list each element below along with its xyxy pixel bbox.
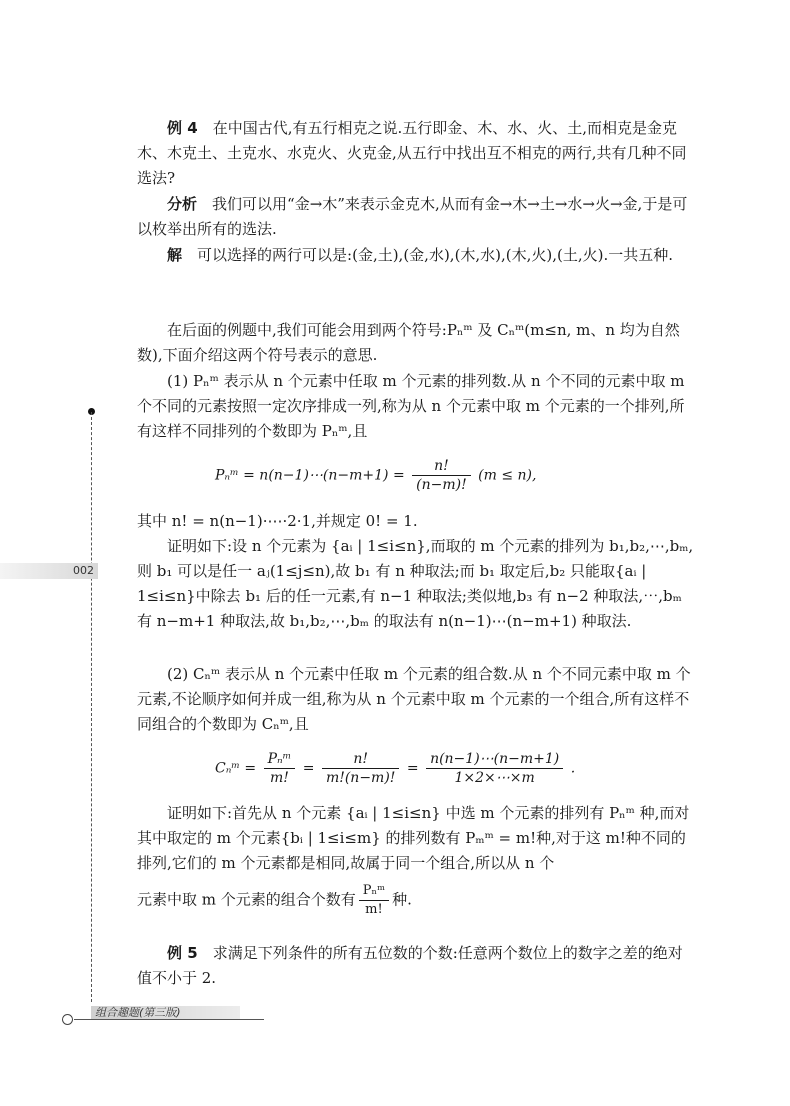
analysis-body: 我们可以用“金→木”来表示金克木,从而有金→木→土→水→火→金,于是可以枚举出所有的选法.	[137, 195, 688, 238]
c-formula-fraction-2	[322, 750, 399, 787]
c-formula-f1-den: m!	[270, 770, 289, 786]
factorial-note: 其中 n! = n(n−1)·⋯·2·1,并规定 0! = 1.	[137, 512, 418, 530]
p-formula-fraction	[412, 457, 471, 494]
solution-label: 解	[167, 246, 183, 264]
example4-paragraph	[137, 116, 697, 191]
c-formula-f1-num: Pₙᵐ	[264, 750, 296, 769]
c-proof-end-num: Pₙᵐ	[359, 882, 389, 901]
c-formula-fraction-3	[426, 750, 563, 787]
c-formula-end: .	[570, 760, 576, 777]
c-proof-end-fraction	[359, 882, 389, 919]
p-formula-num: n!	[412, 457, 471, 476]
p-proof: 证明如下:设 n 个元素为 {aᵢ | 1≤i≤n},而取的 m 个元素的排列为 b₁,b₂,⋯,bₘ,则 b₁ 可以是任一 aⱼ(1≤j≤n),故 b₁ 有 n 种取法;而 b₁ 取定后,b₂ 只能取{aᵢ | 1≤i≤n}中除去 b₁ 后的任一元素,有 n−1 种取法;类似地,b₃ 有 n−2 种取法,⋯,bₘ 有 n−m+1 种取法,故 b₁,b₂,⋯,bₘ 的取法有 n(n−1)⋯(n−m+1) 种取法.	[137, 537, 694, 630]
analysis-label: 分析	[167, 195, 198, 213]
c-formula-lhs: Cₙᵐ =	[215, 760, 257, 777]
c-formula-f2-num: n!	[322, 750, 399, 769]
c-formula-f2-den: m!(n−m)!	[325, 770, 396, 786]
c-proof-end-post: 种.	[392, 890, 412, 909]
footer-title: 组合趣题(第三版)	[91, 1006, 240, 1019]
c-proof-end	[137, 882, 697, 919]
page-number-tab	[0, 563, 98, 579]
p-formula	[215, 457, 536, 494]
p-formula-cond: (m ≤ n),	[478, 467, 537, 484]
p-formula-lhs: Pₙᵐ = n(n−1)⋯(n−m+1) =	[215, 467, 405, 484]
example5-body: 求满足下列条件的所有五位数的个数:任意两个数位上的数字之差的绝对值不小于 2.	[137, 944, 683, 987]
margin-dashed-line	[91, 412, 92, 1002]
solution-paragraph	[137, 243, 697, 268]
example4-body: 在中国古代,有五行相克之说.五行即金、木、水、火、土,而相克是金克木、木克土、土克水、水克火、火克金,从五行中找出互不相克的两行,共有几种不同选法?	[137, 119, 687, 187]
c-proof: 证明如下:首先从 n 个元素 {aᵢ | 1≤i≤n} 中选 m 个元素的排列有 Pₙᵐ 种,而对其中取定的 m 个元素{bᵢ | 1≤i≤m} 的排列数有 Pₘᵐ = m!种,对于这 m!种不同的排列,它们的 m 个元素都是相同,故属于同一个组合,所以从 n 个	[137, 804, 690, 872]
c-definition: (2) Cₙᵐ 表示从 n 个元素中任取 m 个元素的组合数.从 n 个不同元素中取 m 个元素,不论顺序如何并成一组,称为从 n 个元素中取 m 个元素的一个组合,所有这样不同组合的个数即为 Cₙᵐ,且	[137, 665, 691, 733]
c-proof-end-den: m!	[365, 902, 383, 917]
p-formula-den: (n−m)!	[416, 477, 467, 493]
c-proof-end-pre: 元素中取 m 个元素的组合个数有	[137, 890, 356, 909]
p-definition: (1) Pₙᵐ 表示从 n 个元素中任取 m 个元素的排列数.从 n 个不同的元素中取 m 个不同的元素按照一定次序排成一列,称为从 n 个元素中取 m 个元素的一个排列,所有这样不同排列的个数即为 Pₙᵐ,且	[137, 372, 685, 440]
analysis-paragraph	[137, 192, 697, 242]
solution-body: 可以选择的两行可以是:(金,土),(金,水),(木,水),(木,火),(土,火).一共五种.	[197, 246, 674, 264]
c-formula-eq1: =	[302, 760, 315, 777]
example4-label: 例 4	[167, 119, 198, 137]
intro-paragraph: 在后面的例题中,我们可能会用到两个符号:Pₙᵐ 及 Cₙᵐ(m≤n, m、n 均为自然数),下面介绍这两个符号表示的意思.	[137, 321, 680, 364]
example5-paragraph	[137, 941, 697, 991]
c-formula-f3-num: n(n−1)⋯(n−m+1)	[426, 750, 563, 769]
c-formula-eq2: =	[406, 760, 419, 777]
c-formula-fraction-1	[264, 750, 296, 787]
footer-ring-icon	[62, 1014, 73, 1025]
c-formula-f3-den: 1×2×⋯×m	[454, 770, 535, 786]
footer-line	[74, 1019, 264, 1020]
c-formula	[215, 750, 575, 787]
example5-label: 例 5	[167, 944, 198, 962]
page-number: 002	[73, 564, 94, 577]
